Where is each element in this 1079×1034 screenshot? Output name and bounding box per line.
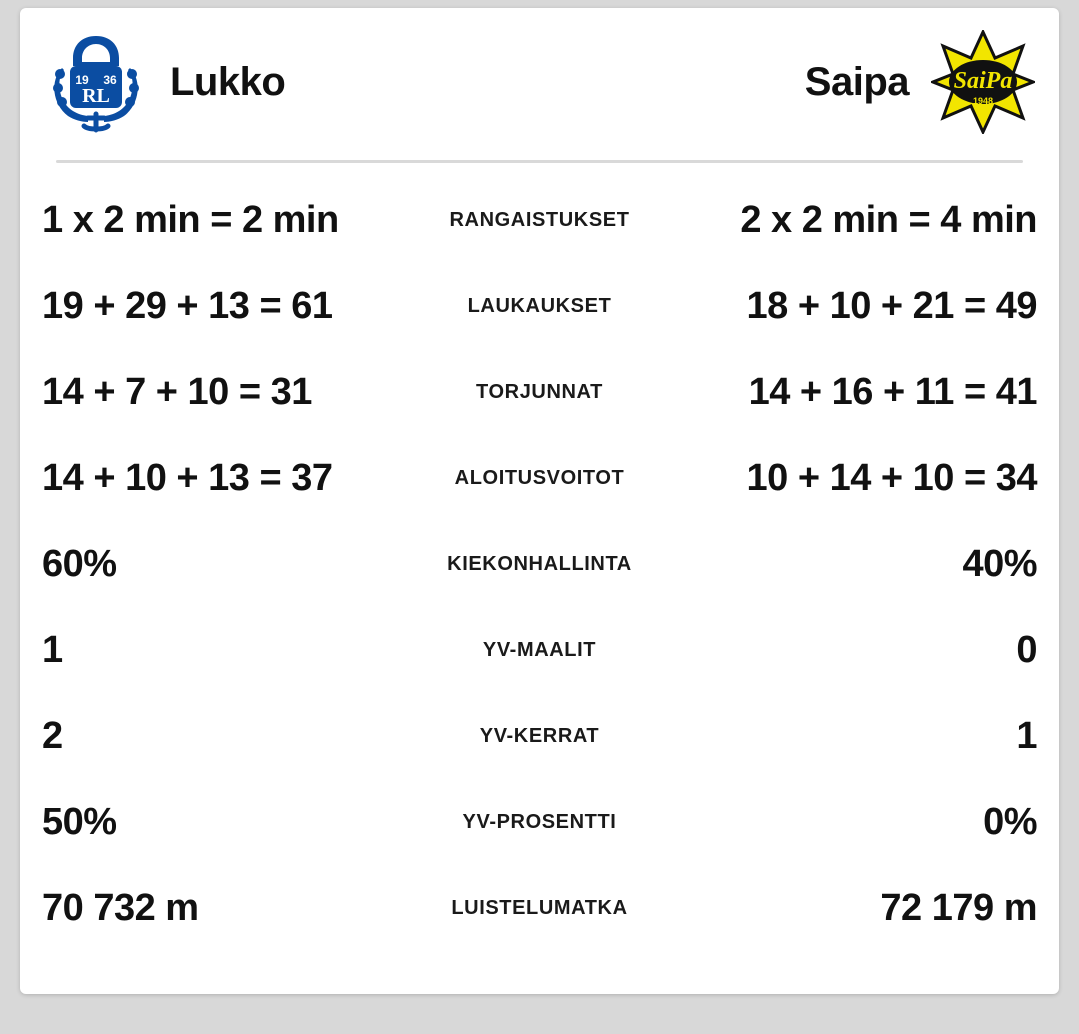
stat-label: ALOITUSVOITOT — [454, 466, 625, 489]
away-team — [805, 30, 1035, 134]
match-stats-card — [20, 8, 1059, 994]
stat-row — [42, 607, 1037, 693]
svg-text:SaiPa: SaiPa — [953, 68, 1013, 94]
stat-label: LUISTELUMATKA — [451, 896, 628, 919]
stat-home-value: 1 — [42, 628, 63, 671]
stat-label: YV-MAALIT — [482, 638, 597, 661]
stat-away-value: 0% — [983, 800, 1037, 843]
lukko-crest-icon — [44, 30, 148, 134]
stat-label: YV-KERRAT — [479, 724, 600, 747]
stat-away-value: 10 + 14 + 10 = 34 — [746, 456, 1037, 499]
home-team — [44, 30, 285, 134]
stat-away-value: 14 + 16 + 11 = 41 — [748, 370, 1037, 413]
stat-home-value: 19 + 29 + 13 = 61 — [42, 284, 333, 327]
stat-label: YV-PROSENTTI — [462, 810, 617, 833]
away-team-name: Saipa — [804, 59, 909, 104]
stat-label: KIEKONHALLINTA — [447, 552, 632, 575]
svg-text:RL: RL — [82, 85, 110, 107]
stat-home-value: 2 — [42, 714, 63, 757]
teams-header — [42, 8, 1037, 156]
stat-home-value: 1 x 2 min = 2 min — [42, 198, 339, 241]
svg-text:19: 19 — [75, 73, 89, 87]
stat-away-value: 1 — [1016, 714, 1037, 757]
stat-away-value: 18 + 10 + 21 = 49 — [746, 284, 1037, 327]
stat-home-value: 70 732 m — [42, 886, 199, 929]
svg-text:1948: 1948 — [972, 96, 994, 106]
stat-label: LAUKAUKSET — [467, 294, 612, 317]
stat-away-value: 2 x 2 min = 4 min — [740, 198, 1037, 241]
stat-away-value: 72 179 m — [880, 886, 1037, 929]
home-team-name: Lukko — [170, 59, 286, 104]
stat-home-value: 14 + 7 + 10 = 31 — [42, 370, 312, 413]
saipa-star-icon — [931, 30, 1035, 134]
stat-row — [42, 349, 1037, 435]
stat-row — [42, 177, 1037, 263]
stat-row — [42, 693, 1037, 779]
stat-row — [42, 263, 1037, 349]
stat-row — [42, 779, 1037, 865]
stat-row — [42, 865, 1037, 951]
stats-list — [42, 163, 1037, 951]
stat-home-value: 60% — [42, 542, 117, 585]
stat-label: RANGAISTUKSET — [449, 208, 630, 231]
stat-row — [42, 435, 1037, 521]
stat-home-value: 14 + 10 + 13 = 37 — [42, 456, 333, 499]
stat-away-value: 40% — [962, 542, 1037, 585]
stat-label: TORJUNNAT — [476, 380, 603, 403]
stat-home-value: 50% — [42, 800, 117, 843]
svg-text:36: 36 — [103, 73, 117, 87]
stat-row — [42, 521, 1037, 607]
stat-away-value: 0 — [1016, 628, 1037, 671]
